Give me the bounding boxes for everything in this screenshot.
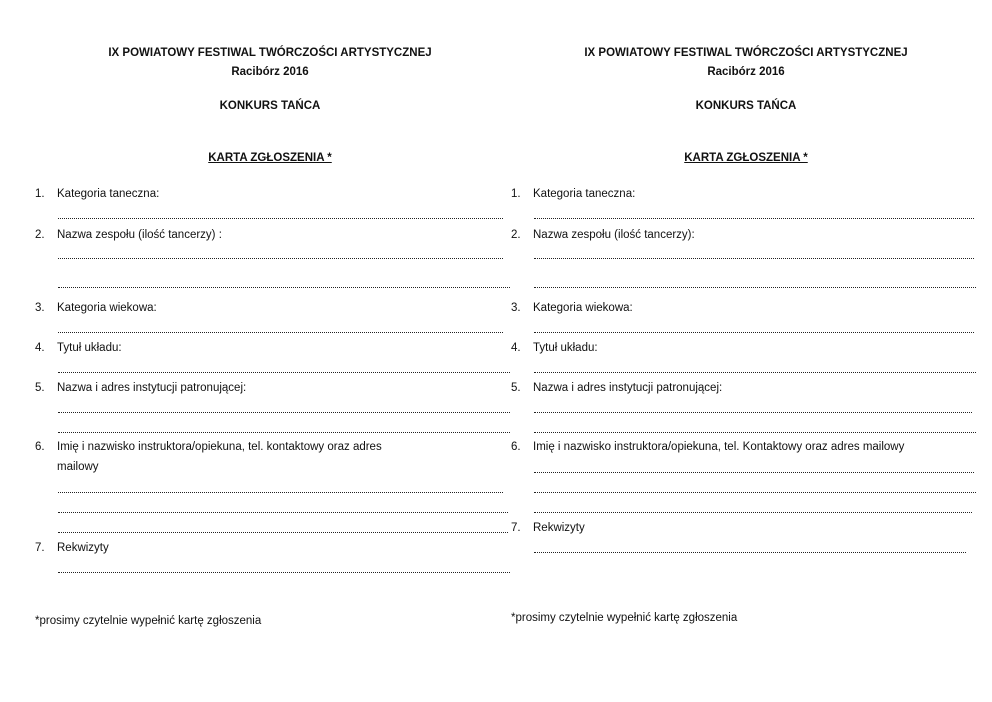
item-number: 2. bbox=[35, 229, 45, 241]
item-label: Imię i nazwisko instruktora/opiekuna, tel. kontaktowy oraz adres bbox=[57, 441, 382, 453]
item-number: 3. bbox=[35, 302, 45, 314]
fill-line[interactable] bbox=[534, 258, 974, 259]
item-label: Kategoria wiekowa: bbox=[57, 302, 157, 314]
item-routine-title bbox=[35, 342, 122, 354]
fill-line[interactable] bbox=[58, 572, 510, 573]
form-title: KARTA ZGŁOSZENIA * bbox=[684, 152, 808, 164]
item-props bbox=[35, 542, 109, 554]
item-age-category bbox=[511, 302, 633, 314]
fill-line[interactable] bbox=[534, 412, 972, 413]
item-number: 7. bbox=[511, 522, 521, 534]
item-number: 6. bbox=[511, 441, 521, 453]
item-number: 1. bbox=[35, 188, 45, 200]
item-team-name bbox=[511, 229, 695, 241]
fill-line[interactable] bbox=[534, 287, 976, 288]
fill-line[interactable] bbox=[534, 432, 976, 433]
footnote: *prosimy czytelnie wypełnić kartę zgłoszenia bbox=[511, 612, 738, 624]
item-number: 7. bbox=[35, 542, 45, 554]
item-label-continued: mailowy bbox=[57, 461, 99, 473]
item-label: Nazwa i adres instytucji patronującej: bbox=[533, 382, 723, 394]
fill-line[interactable] bbox=[58, 512, 508, 513]
fill-line[interactable] bbox=[58, 218, 503, 219]
item-dance-category bbox=[35, 188, 159, 200]
item-dance-category bbox=[511, 188, 635, 200]
item-label: Imię i nazwisko instruktora/opiekuna, tel. Kontaktowy oraz adres mailowy bbox=[533, 441, 905, 453]
item-institution bbox=[511, 382, 722, 394]
item-team-name bbox=[35, 229, 222, 241]
fill-line[interactable] bbox=[534, 552, 966, 553]
item-number: 1. bbox=[511, 188, 521, 200]
festival-title: IX POWIATOWY FESTIWAL TWÓRCZOŚCI ARTYSTYCZNEJ bbox=[584, 47, 908, 59]
item-instructor bbox=[511, 441, 904, 453]
item-label: Nazwa i adres instytucji patronującej: bbox=[57, 382, 247, 394]
item-number: 3. bbox=[511, 302, 521, 314]
fill-line[interactable] bbox=[58, 492, 503, 493]
item-number: 2. bbox=[511, 229, 521, 241]
contest-title: KONKURS TAŃCA bbox=[219, 100, 321, 112]
fill-line[interactable] bbox=[58, 532, 508, 533]
item-number: 5. bbox=[511, 382, 521, 394]
item-props bbox=[511, 522, 585, 534]
fill-line[interactable] bbox=[534, 372, 976, 373]
item-routine-title bbox=[511, 342, 598, 354]
fill-line[interactable] bbox=[58, 372, 510, 373]
fill-line[interactable] bbox=[58, 332, 503, 333]
fill-line[interactable] bbox=[58, 258, 503, 259]
item-label: Kategoria taneczna: bbox=[57, 188, 160, 200]
footnote: *prosimy czytelnie wypełnić kartę zgłoszenia bbox=[35, 615, 262, 627]
item-age-category bbox=[35, 302, 157, 314]
fill-line[interactable] bbox=[534, 472, 974, 473]
item-label: Rekwizyty bbox=[57, 542, 109, 554]
place-year: Racibórz 2016 bbox=[231, 66, 309, 78]
item-label: Kategoria wiekowa: bbox=[533, 302, 633, 314]
item-number: 4. bbox=[35, 342, 45, 354]
item-number: 6. bbox=[35, 441, 45, 453]
item-label: Nazwa zespołu (ilość tancerzy): bbox=[533, 229, 695, 241]
item-number: 5. bbox=[35, 382, 45, 394]
item-label: Nazwa zespołu (ilość tancerzy) : bbox=[57, 229, 222, 241]
item-instructor bbox=[35, 441, 382, 453]
item-label: Rekwizyty bbox=[533, 522, 585, 534]
place-year: Racibórz 2016 bbox=[707, 66, 785, 78]
item-label: Tytuł układu: bbox=[533, 342, 598, 354]
item-institution bbox=[35, 382, 246, 394]
fill-line[interactable] bbox=[534, 332, 974, 333]
fill-line[interactable] bbox=[58, 287, 510, 288]
fill-line[interactable] bbox=[58, 412, 510, 413]
item-label: Tytuł układu: bbox=[57, 342, 122, 354]
form-title: KARTA ZGŁOSZENIA * bbox=[208, 152, 332, 164]
fill-line[interactable] bbox=[534, 218, 974, 219]
festival-title: IX POWIATOWY FESTIWAL TWÓRCZOŚCI ARTYSTYCZNEJ bbox=[108, 47, 432, 59]
fill-line[interactable] bbox=[58, 432, 510, 433]
item-label: Kategoria taneczna: bbox=[533, 188, 636, 200]
fill-line[interactable] bbox=[534, 492, 976, 493]
contest-title: KONKURS TAŃCA bbox=[695, 100, 797, 112]
fill-line[interactable] bbox=[534, 512, 972, 513]
item-number: 4. bbox=[511, 342, 521, 354]
